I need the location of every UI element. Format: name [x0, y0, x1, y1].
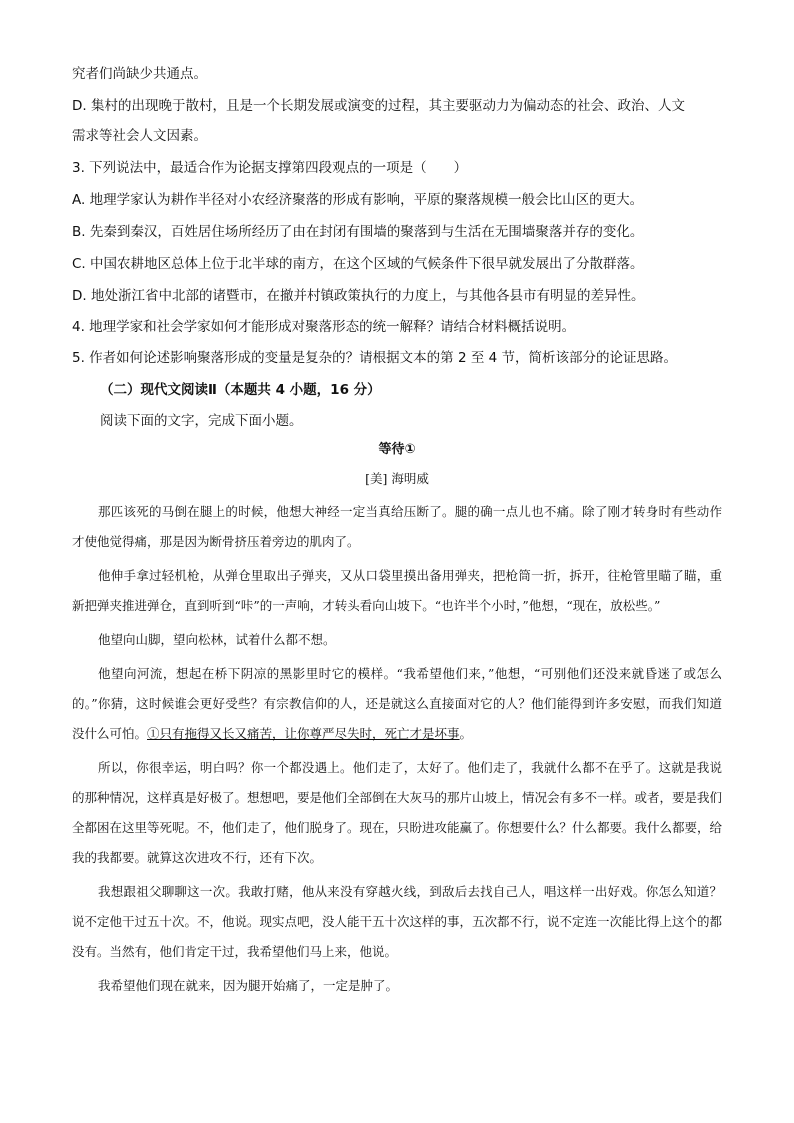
option-c-tail: 究者们尚缺少共通点。	[72, 66, 207, 82]
q2-option-d-line2: 需求等社会人文因素。	[72, 128, 207, 144]
question-5: 5. 作者如何论述影响聚落形成的变量是复杂的？请根据文本的第 2 至 4 节，简析该部分的论证思路。	[72, 350, 678, 366]
reading-instruction: 阅读下面的文字，完成下面小题。	[100, 413, 303, 429]
q2-option-d-line1: D. 集村的出现晚于散村，且是一个长期发展或演变的过程，其主要驱动力为偏动态的社会、政治、人文	[72, 98, 685, 114]
question-3-stem: 3. 下列说法中，最适合作为论据支撑第四段观点的一项是（ ）	[72, 160, 468, 176]
story-paragraph: 我想跟祖父聊聊这一次。我敢打赌，他从来没有穿越火线，到敌后去找自己人，唱这样一出好戏。你怎么知道？说不定他干过五十次。不，他说。现实点吧，没人能干五十次这样的事，五次都不行，说不定连一次能比得上这个的都没有。当然有，他们肯定干过，我希望他们马上来，他说。	[72, 884, 723, 959]
story-paragraph: 那匹该死的马倒在腿上的时候，他想大神经一定当真给压断了。腿的确一点儿也不痛。除了刚才转身时有些动作才使他觉得痛，那是因为断骨挤压着旁边的肌肉了。	[72, 504, 722, 549]
story-paragraph: 他望向山脚，望向松林，试着什么都不想。	[98, 632, 336, 647]
question-3-option-a: A. 地理学家认为耕作半径对小农经济聚落的形成有影响，平原的聚落规模一般会比山区的更大。	[72, 192, 644, 208]
story-body	[72, 497, 722, 1001]
story-paragraph: 他伸手拿过轻机枪，从弹仓里取出子弹夹，又从口袋里摸出备用弹夹，把枪筒一折，拆开，往枪管里瞄了瞄，重新把弹夹推进弹仓，直到听到“咔”的一声响，才转头看向山坡下。“也许半个小时，”他想，“现在，放松些。”	[72, 568, 722, 613]
underlined-sentence-1: ①只有拖得又长又痛苦，让你尊严尽失时，死亡才是坏事	[147, 726, 460, 741]
question-3-option-c: C. 中国农耕地区总体上位于北半球的南方，在这个区域的气候条件下很早就发展出了分散群落。	[72, 256, 644, 272]
section-heading: （二）现代文阅读Ⅱ（本题共 4 小题，16 分）	[100, 382, 381, 398]
story-paragraph-text: 他望向河流，想起在桥下阴凉的黑影里时它的模样。“我希望他们来，”他想，“可别他们还没来就昏迷了或怎么的。”你猜，这时候谁会更好受些？有宗教信仰的人，还是就这么直接面对它的人？他们能得到许多安慰，而我们知道没什么可怕。	[72, 666, 722, 741]
question-3-option-d: D. 地处浙江省中北部的诸暨市，在撤并村镇政策执行的力度上，与其他各县市有明显的差异性。	[72, 288, 645, 304]
story-author: [美] 海明威	[365, 471, 429, 486]
story-paragraph: 我希望他们现在就来，因为腿开始痛了，一定是肿了。	[98, 978, 399, 993]
question-4: 4. 地理学家和社会学家如何才能形成对聚落形态的统一解释？请结合材料概括说明。	[72, 319, 576, 335]
story-paragraph: 所以，你很幸运，明白吗？你一个都没遇上。他们走了，太好了。他们走了，我就什么都不在乎了。这就是我说的那种情况，这样真是好极了。想想吧，要是他们全部倒在大灰马的那片山坡上，情况会有多不一样。或者，要是我们全都困在这里等死呢。不，他们走了，他们脱身了。现在，只盼进攻能赢了。你想要什么？什么都要。我什么都要，给我的我都要。就算这次进攻不行，还有下次。	[72, 760, 723, 865]
story-paragraph-end: 。	[459, 726, 473, 741]
question-3-option-b: B. 先秦到秦汉，百姓居住场所经历了由在封闭有围墙的聚落到与生活在无围墙聚落并存的变化。	[72, 224, 644, 240]
story-title: 等待①	[378, 442, 416, 457]
story-paragraph	[72, 659, 722, 749]
